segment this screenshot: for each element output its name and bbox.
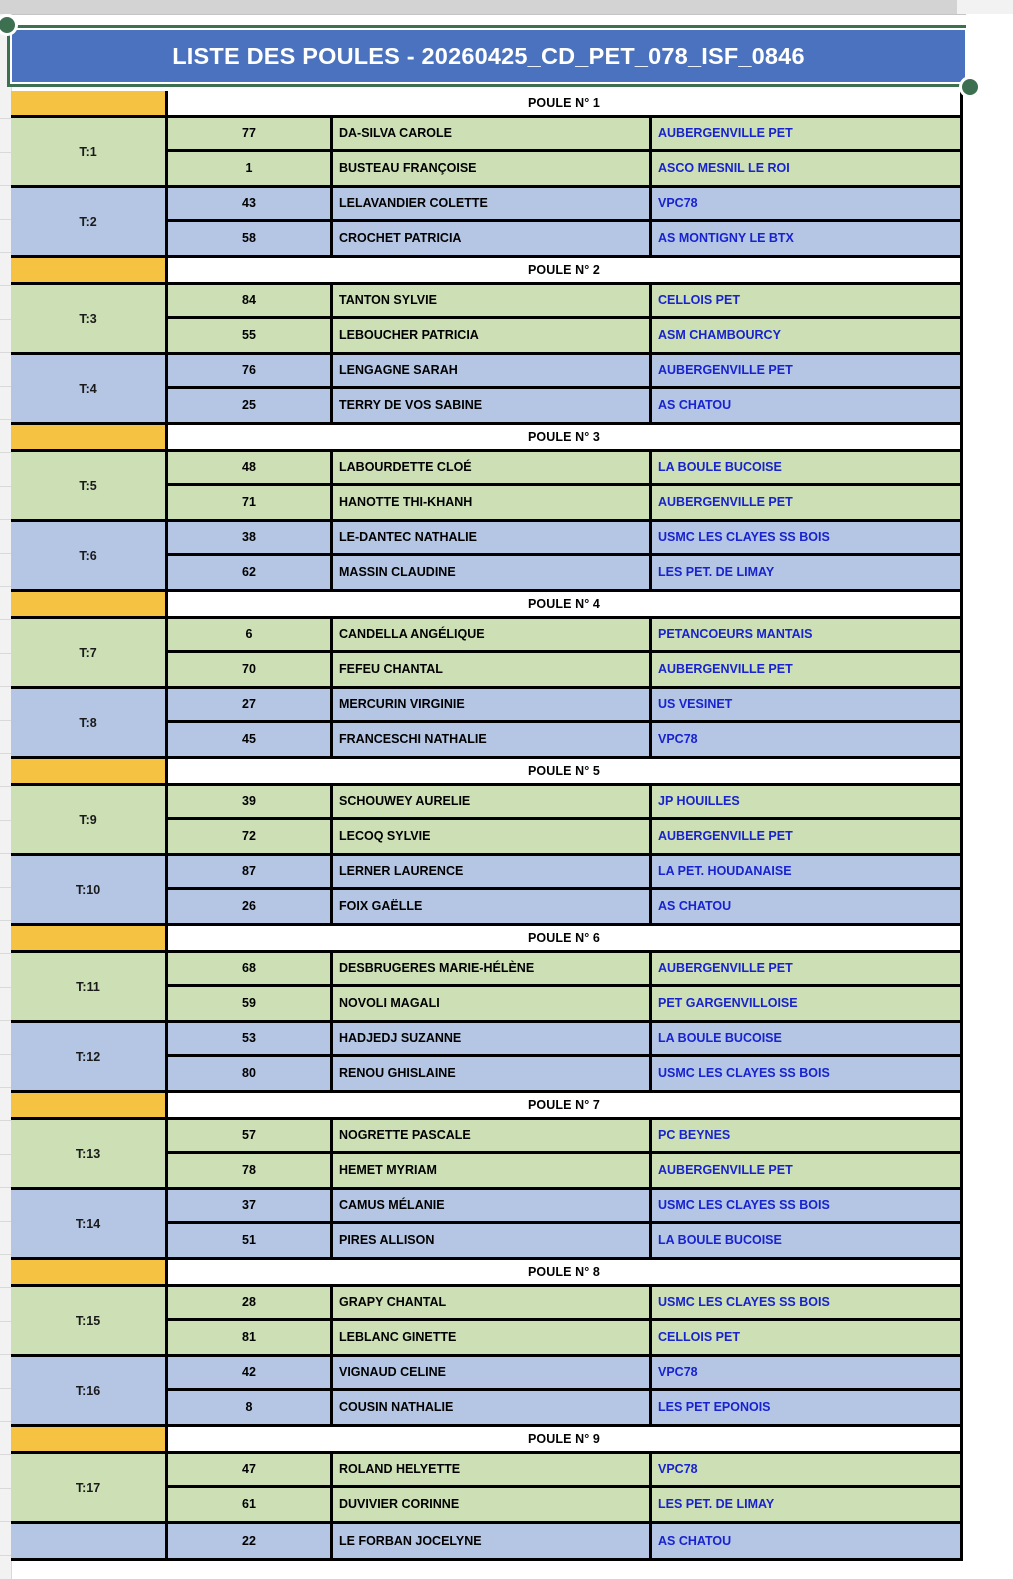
player-club[interactable]: LA BOULE BUCOISE (652, 1023, 963, 1054)
player-club[interactable]: AUBERGENVILLE PET (652, 118, 963, 149)
team-players (168, 953, 963, 1020)
player-number[interactable]: 48 (168, 452, 333, 483)
player-row[interactable] (168, 1023, 963, 1057)
player-number[interactable]: 84 (168, 285, 333, 316)
player-name[interactable]: TANTON SYLVIE (333, 285, 652, 316)
player-club[interactable]: USMC LES CLAYES SS BOIS (652, 1287, 963, 1318)
poule-header-row (11, 1093, 963, 1120)
player-club[interactable]: AS MONTIGNY LE BTX (652, 222, 963, 256)
team-players (168, 452, 963, 519)
player-row[interactable] (168, 1488, 963, 1522)
team-block (11, 1287, 963, 1357)
team-label[interactable]: T:6 (11, 522, 168, 589)
poule-label: POULE N° 1 (168, 91, 963, 115)
player-name[interactable]: DUVIVIER CORINNE (333, 1488, 652, 1522)
player-row[interactable] (168, 1057, 963, 1091)
player-number[interactable]: 43 (168, 188, 333, 219)
player-club[interactable]: JP HOUILLES (652, 786, 963, 817)
player-club[interactable]: ASM CHAMBOURCY (652, 319, 963, 353)
player-number[interactable]: 55 (168, 319, 333, 353)
sheet-right-margin (966, 14, 1013, 1579)
page-title-cell[interactable] (12, 30, 965, 82)
player-row[interactable] (168, 1287, 963, 1321)
player-row[interactable] (168, 389, 963, 423)
player-club[interactable]: PC BEYNES (652, 1120, 963, 1151)
player-name[interactable]: BUSTEAU FRANÇOISE (333, 152, 652, 186)
poule-header-row (11, 759, 963, 786)
player-name[interactable]: LENGAGNE SARAH (333, 355, 652, 386)
team-block (11, 188, 963, 258)
player-name[interactable]: CAMUS MÉLANIE (333, 1190, 652, 1221)
player-row[interactable] (168, 1224, 963, 1258)
player-club[interactable]: PETANCOEURS MANTAIS (652, 619, 963, 650)
player-number[interactable]: 37 (168, 1190, 333, 1221)
player-row[interactable] (168, 1321, 963, 1355)
player-row[interactable] (168, 890, 963, 924)
poule-header-tab[interactable] (11, 926, 168, 950)
poule-header-tab[interactable] (11, 1260, 168, 1284)
team-block (11, 1120, 963, 1190)
player-row[interactable] (168, 1154, 963, 1188)
player-club[interactable]: USMC LES CLAYES SS BOIS (652, 522, 963, 553)
team-label[interactable]: T:13 (11, 1120, 168, 1187)
team-label[interactable]: T:7 (11, 619, 168, 686)
player-number[interactable]: 71 (168, 486, 333, 520)
poule-header-tab[interactable] (11, 425, 168, 449)
player-number[interactable]: 45 (168, 723, 333, 757)
player-club[interactable]: ASCO MESNIL LE ROI (652, 152, 963, 186)
player-club[interactable]: VPC78 (652, 1454, 963, 1485)
player-row[interactable] (168, 285, 963, 319)
team-label[interactable]: T:8 (11, 689, 168, 756)
player-row[interactable] (168, 820, 963, 854)
team-block (11, 1454, 963, 1524)
player-row[interactable] (168, 1391, 963, 1425)
poule-label: POULE N° 6 (168, 926, 963, 950)
player-row[interactable] (168, 522, 963, 556)
poule-header-row (11, 1427, 963, 1454)
player-row[interactable] (168, 118, 963, 152)
player-number[interactable]: 26 (168, 890, 333, 924)
player-name[interactable]: NOGRETTE PASCALE (333, 1120, 652, 1151)
player-club[interactable]: AS CHATOU (652, 389, 963, 423)
player-row[interactable] (168, 619, 963, 653)
poule-header-tab[interactable] (11, 1093, 168, 1117)
player-name[interactable]: LE FORBAN JOCELYNE (333, 1524, 652, 1558)
player-number[interactable]: 81 (168, 1321, 333, 1355)
team-players (168, 1190, 963, 1257)
player-name[interactable]: DA-SILVA CAROLE (333, 118, 652, 149)
player-number[interactable]: 72 (168, 820, 333, 854)
player-number[interactable]: 80 (168, 1057, 333, 1091)
team-label[interactable]: T:16 (11, 1357, 168, 1424)
player-club[interactable]: VPC78 (652, 723, 963, 757)
player-name[interactable]: RENOU GHISLAINE (333, 1057, 652, 1091)
team-label[interactable]: T:12 (11, 1023, 168, 1090)
player-row[interactable] (168, 653, 963, 687)
team-block (11, 452, 963, 522)
team-players (168, 118, 963, 185)
team-players (168, 619, 963, 686)
player-club[interactable]: LA BOULE BUCOISE (652, 452, 963, 483)
poule-label: POULE N° 5 (168, 759, 963, 783)
poule-header-tab[interactable] (11, 759, 168, 783)
poule-header-tab[interactable] (11, 258, 168, 282)
player-number[interactable]: 42 (168, 1357, 333, 1388)
player-number[interactable]: 62 (168, 556, 333, 590)
team-block (11, 856, 963, 926)
player-row[interactable] (168, 1524, 963, 1558)
player-row[interactable] (168, 953, 963, 987)
player-number[interactable]: 61 (168, 1488, 333, 1522)
team-block (11, 786, 963, 856)
player-name[interactable]: PIRES ALLISON (333, 1224, 652, 1258)
poule-header-row (11, 425, 963, 452)
title-cell-selection[interactable] (7, 25, 970, 87)
poule-label: POULE N° 4 (168, 592, 963, 616)
header-strip-gap (957, 0, 1013, 14)
player-name[interactable]: HANOTTE THI-KHANH (333, 486, 652, 520)
team-players (168, 285, 963, 352)
team-block (11, 1023, 963, 1093)
team-label[interactable]: T:10 (11, 856, 168, 923)
player-name[interactable]: FEFEU CHANTAL (333, 653, 652, 687)
player-name[interactable]: TERRY DE VOS SABINE (333, 389, 652, 423)
team-players (168, 1357, 963, 1424)
team-label[interactable]: T:14 (11, 1190, 168, 1257)
player-row[interactable] (168, 987, 963, 1021)
team-label[interactable]: T:1 (11, 118, 168, 185)
team-block (11, 285, 963, 355)
team-players (168, 522, 963, 589)
player-club[interactable]: US VESINET (652, 689, 963, 720)
player-row[interactable] (168, 1454, 963, 1488)
poule-header-row (11, 926, 963, 953)
poule-header-row (11, 1260, 963, 1287)
player-club[interactable]: USMC LES CLAYES SS BOIS (652, 1190, 963, 1221)
player-row[interactable] (168, 1120, 963, 1154)
player-number[interactable]: 78 (168, 1154, 333, 1188)
player-name[interactable]: FRANCESCHI NATHALIE (333, 723, 652, 757)
team-players (168, 689, 963, 756)
player-number[interactable]: 68 (168, 953, 333, 984)
player-name[interactable]: LE-DANTEC NATHALIE (333, 522, 652, 553)
player-club[interactable]: AUBERGENVILLE PET (652, 953, 963, 984)
team-players (168, 1524, 963, 1558)
player-row[interactable] (168, 856, 963, 890)
poule-label: POULE N° 3 (168, 425, 963, 449)
team-block (11, 953, 963, 1023)
selection-handle-bottom-right[interactable] (959, 76, 981, 98)
player-number[interactable]: 57 (168, 1120, 333, 1151)
player-row[interactable] (168, 723, 963, 757)
team-block (11, 355, 963, 425)
poule-header-row (11, 91, 963, 118)
player-club[interactable]: AUBERGENVILLE PET (652, 355, 963, 386)
team-block (11, 118, 963, 188)
player-name[interactable]: LEBLANC GINETTE (333, 1321, 652, 1355)
player-club[interactable]: VPC78 (652, 188, 963, 219)
team-label[interactable]: T:11 (11, 953, 168, 1020)
player-club[interactable]: AUBERGENVILLE PET (652, 653, 963, 687)
player-club[interactable]: AS CHATOU (652, 890, 963, 924)
player-row[interactable] (168, 1190, 963, 1224)
player-row[interactable] (168, 786, 963, 820)
player-row[interactable] (168, 556, 963, 590)
player-club[interactable]: AS CHATOU (652, 1524, 963, 1558)
player-club[interactable]: PET GARGENVILLOISE (652, 987, 963, 1021)
player-name[interactable]: HADJEDJ SUZANNE (333, 1023, 652, 1054)
player-number[interactable]: 51 (168, 1224, 333, 1258)
team-players (168, 1120, 963, 1187)
player-name[interactable]: ROLAND HELYETTE (333, 1454, 652, 1485)
player-club[interactable]: LES PET. DE LIMAY (652, 556, 963, 590)
poule-label: POULE N° 9 (168, 1427, 963, 1451)
poule-label: POULE N° 2 (168, 258, 963, 282)
player-number[interactable]: 27 (168, 689, 333, 720)
player-name[interactable]: GRAPY CHANTAL (333, 1287, 652, 1318)
poule-header-tab[interactable] (11, 1427, 168, 1451)
team-players (168, 786, 963, 853)
player-name[interactable]: NOVOLI MAGALI (333, 987, 652, 1021)
poule-header-row (11, 592, 963, 619)
player-name[interactable]: VIGNAUD CELINE (333, 1357, 652, 1388)
player-number[interactable]: 25 (168, 389, 333, 423)
player-row[interactable] (168, 222, 963, 256)
player-number[interactable]: 28 (168, 1287, 333, 1318)
player-number[interactable]: 6 (168, 619, 333, 650)
poule-label: POULE N° 8 (168, 1260, 963, 1284)
poule-header-tab[interactable] (11, 91, 168, 115)
player-name[interactable]: MERCURIN VIRGINIE (333, 689, 652, 720)
poules-grid (11, 91, 963, 1561)
player-row[interactable] (168, 152, 963, 186)
player-name[interactable]: FOIX GAËLLE (333, 890, 652, 924)
team-label[interactable]: T:4 (11, 355, 168, 422)
player-number[interactable]: 22 (168, 1524, 333, 1558)
player-number[interactable]: 39 (168, 786, 333, 817)
player-row[interactable] (168, 1357, 963, 1391)
player-name[interactable]: COUSIN NATHALIE (333, 1391, 652, 1425)
column-header-strip (0, 0, 1013, 15)
player-name[interactable]: LEBOUCHER PATRICIA (333, 319, 652, 353)
team-label[interactable]: T:5 (11, 452, 168, 519)
team-block (11, 1190, 963, 1260)
player-number[interactable]: 58 (168, 222, 333, 256)
player-number[interactable]: 87 (168, 856, 333, 887)
player-name[interactable]: LERNER LAURENCE (333, 856, 652, 887)
player-number[interactable]: 77 (168, 118, 333, 149)
team-label[interactable]: T:9 (11, 786, 168, 853)
player-club[interactable]: VPC78 (652, 1357, 963, 1388)
player-club[interactable]: USMC LES CLAYES SS BOIS (652, 1057, 963, 1091)
team-label[interactable] (11, 1524, 168, 1558)
team-players (168, 1287, 963, 1354)
team-label[interactable]: T:3 (11, 285, 168, 352)
player-name[interactable]: LABOURDETTE CLOÉ (333, 452, 652, 483)
player-row[interactable] (168, 486, 963, 520)
player-row[interactable] (168, 689, 963, 723)
team-players (168, 188, 963, 255)
team-label[interactable]: T:17 (11, 1454, 168, 1521)
player-club[interactable]: CELLOIS PET (652, 285, 963, 316)
team-players (168, 355, 963, 422)
player-name[interactable]: CANDELLA ANGÉLIQUE (333, 619, 652, 650)
player-name[interactable]: DESBRUGERES MARIE-HÉLÈNE (333, 953, 652, 984)
poule-header-row (11, 258, 963, 285)
team-players (168, 1454, 963, 1521)
player-number[interactable]: 8 (168, 1391, 333, 1425)
player-name[interactable]: HEMET MYRIAM (333, 1154, 652, 1188)
page-title: LISTE DES POULES - 20260425_CD_PET_078_ISF_0846 (172, 42, 805, 69)
player-club[interactable]: LA PET. HOUDANAISE (652, 856, 963, 887)
player-number[interactable]: 47 (168, 1454, 333, 1485)
player-club[interactable]: CELLOIS PET (652, 1321, 963, 1355)
team-players (168, 856, 963, 923)
player-name[interactable]: MASSIN CLAUDINE (333, 556, 652, 590)
player-name[interactable]: CROCHET PATRICIA (333, 222, 652, 256)
team-block (11, 1524, 963, 1561)
team-label[interactable]: T:15 (11, 1287, 168, 1354)
player-club[interactable]: LES PET. DE LIMAY (652, 1488, 963, 1522)
player-club[interactable]: LA BOULE BUCOISE (652, 1224, 963, 1258)
player-number[interactable]: 76 (168, 355, 333, 386)
player-club[interactable]: AUBERGENVILLE PET (652, 486, 963, 520)
player-number[interactable]: 59 (168, 987, 333, 1021)
player-row[interactable] (168, 188, 963, 222)
player-name[interactable]: LELAVANDIER COLETTE (333, 188, 652, 219)
player-club[interactable]: AUBERGENVILLE PET (652, 1154, 963, 1188)
player-number[interactable]: 38 (168, 522, 333, 553)
player-number[interactable]: 70 (168, 653, 333, 687)
team-block (11, 689, 963, 759)
poule-label: POULE N° 7 (168, 1093, 963, 1117)
player-name[interactable]: SCHOUWEY AURELIE (333, 786, 652, 817)
team-players (168, 1023, 963, 1090)
team-block (11, 619, 963, 689)
player-number[interactable]: 1 (168, 152, 333, 186)
player-number[interactable]: 53 (168, 1023, 333, 1054)
player-row[interactable] (168, 319, 963, 353)
player-row[interactable] (168, 355, 963, 389)
player-name[interactable]: LECOQ SYLVIE (333, 820, 652, 854)
team-label[interactable]: T:2 (11, 188, 168, 255)
player-club[interactable]: AUBERGENVILLE PET (652, 820, 963, 854)
player-club[interactable]: LES PET EPONOIS (652, 1391, 963, 1425)
team-block (11, 522, 963, 592)
poule-header-tab[interactable] (11, 592, 168, 616)
team-block (11, 1357, 963, 1427)
player-row[interactable] (168, 452, 963, 486)
